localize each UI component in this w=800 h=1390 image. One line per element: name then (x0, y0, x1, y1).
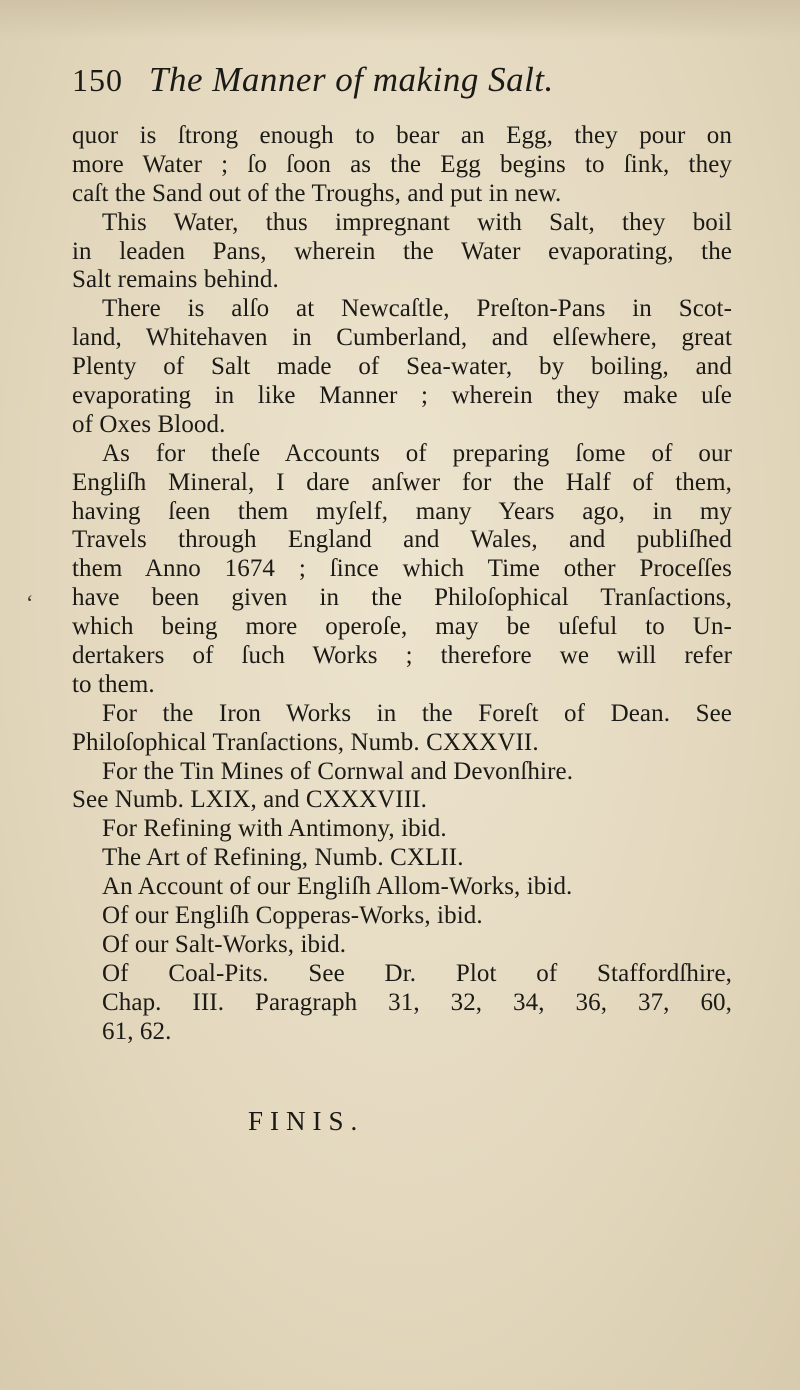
spacer (72, 1047, 732, 1101)
text-line: Engliſh Mineral, I dare anſwer for the Half of them, (72, 468, 732, 496)
text-line: have been given in the Philoſophical Tranſactions, (72, 584, 732, 612)
text-line: For the Iron Works in the Foreſt of Dean. See (102, 699, 732, 727)
text-line: caſt the Sand out of the Troughs, and put in new. (72, 179, 562, 207)
text-line: quor is ſtrong enough to bear an Egg, they pour on (72, 122, 732, 149)
text-block (72, 60, 732, 1141)
text-line: Of Coal-Pits. See Dr. Plot of Staffordſhire, (102, 959, 732, 987)
text-line: For Refining with Antimony, ibid. (102, 815, 447, 843)
text-line: Philoſophical Tranſactions, Numb. CXXXVII. (72, 728, 539, 756)
text-line: of Oxes Blood. (72, 410, 226, 438)
text-line: The Art of Refining, Numb. CXLII. (102, 844, 464, 872)
text-line: There is alſo at Newcaſtle, Preſton-Pans in Scot- (102, 295, 732, 323)
text-line: See Numb. LXIX, and CXXXVIII. (72, 786, 427, 814)
text-line: Travels through England and Wales, and publiſhed (72, 526, 732, 554)
text-line: more Water ; ſo ſoon as the Egg begins to ſink, they (72, 150, 732, 178)
text-line: dertakers of ſuch Works ; therefore we will refer (72, 642, 732, 670)
text-line: An Account of our Engliſh Allom-Works, ibid. (102, 873, 573, 901)
text-line: For the Tin Mines of Cornwal and Devonſhire. (102, 757, 574, 785)
text-line: 61, 62. (102, 1017, 172, 1045)
body-text (72, 122, 732, 1047)
margin-mark: ‘ (26, 590, 34, 615)
running-title: The Manner of making Salt. (149, 60, 554, 99)
text-line: evaporating in like Manner ; wherein they make uſe (72, 382, 732, 410)
text-line: Of our Engliſh Copperas-Works, ibid. (102, 902, 483, 930)
text-line: having ſeen them myſelf, many Years ago, in my (72, 497, 732, 525)
text-line: Chap. III. Paragraph 31, 32, 34, 36, 37, 60, (102, 988, 732, 1016)
text-line: Of our Salt-Works, ibid. (102, 930, 347, 958)
finis-catchword: FINIS. (248, 1105, 365, 1136)
text-line: Salt remains behind. (72, 266, 279, 294)
page-header (72, 60, 732, 116)
text-line: land, Whitehaven in Cumberland, and elſewhere, great (72, 324, 732, 352)
text-line: This Water, thus impregnant with Salt, they boil (102, 208, 732, 236)
text-line: them Anno 1674 ; ſince which Time other Proceſſes (72, 555, 732, 583)
page-number: 150 (72, 62, 123, 98)
text-line: in leaden Pans, wherein the Water evaporating, the (72, 237, 732, 265)
text-line: which being more operoſe, may be uſeful to Un- (72, 613, 732, 641)
text-line: Plenty of Salt made of Sea-water, by boiling, and (72, 353, 732, 381)
page-edge-shadow (0, 0, 800, 40)
text-line: to them. (72, 670, 155, 698)
text-line: As for theſe Accounts of preparing ſome of our (102, 439, 732, 467)
